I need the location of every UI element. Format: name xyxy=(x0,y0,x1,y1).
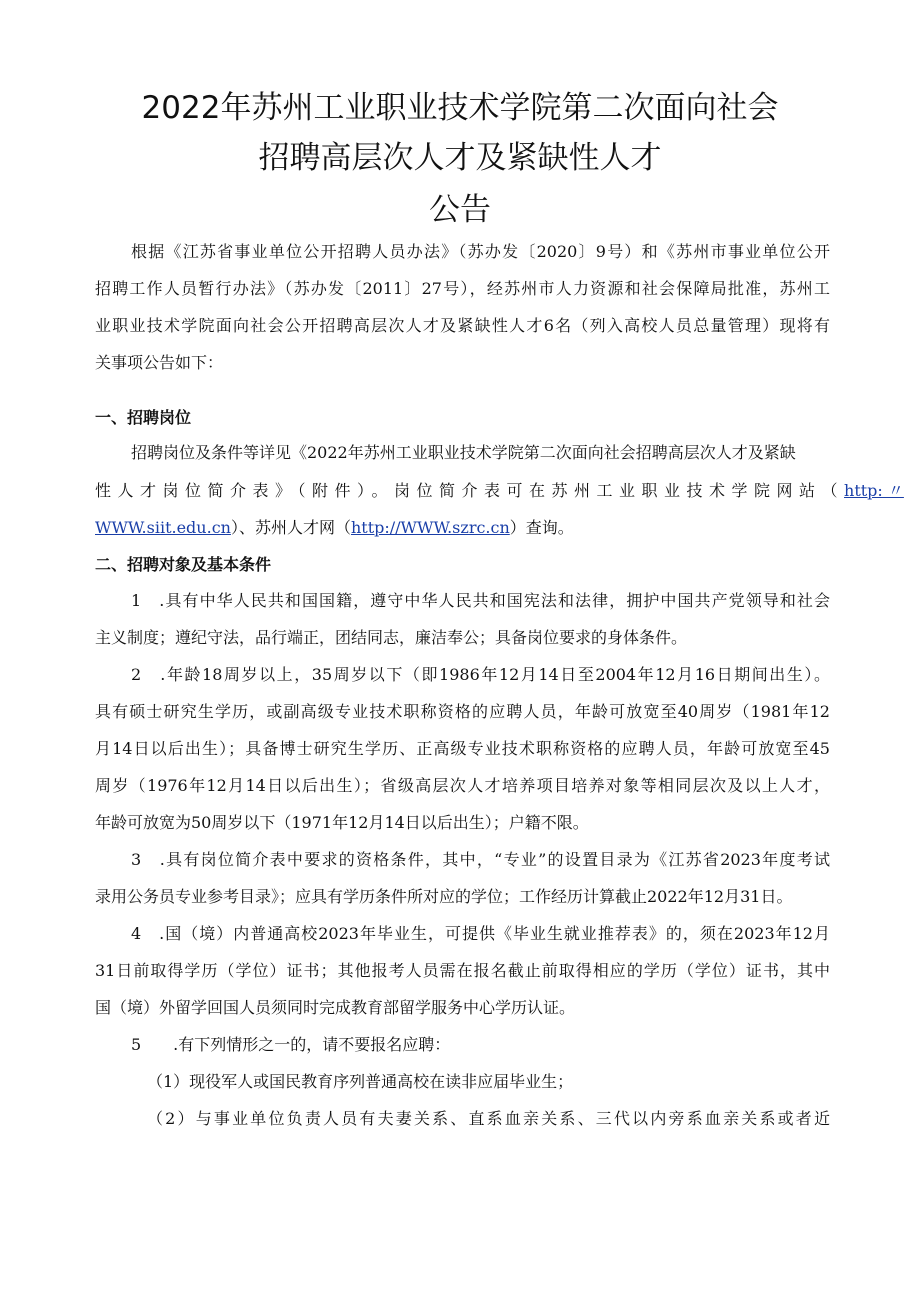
intro-line-3: 业职业技术学院面向社会公开招聘高层次人才及紧缺性人才6名（列入高校人员总量管理）现将有 xyxy=(95,316,830,335)
item-2-line-5: 年龄可放宽为50周岁以下（1971年12月14日以后出生）；户籍不限。 xyxy=(95,813,589,832)
item-4-line-2: 31日前取得学历（学位）证书；其他报考人员需在报名截止前取得相应的学历（学位）证书，其中 xyxy=(95,961,830,980)
title-line-1: 2022年苏州工业职业技术学院第二次面向社会 xyxy=(141,90,779,126)
item-5-line-1: 5 .有下列情形之一的，请不要报名应聘： xyxy=(131,1035,451,1054)
section-1-line-3-end: ）查询。 xyxy=(509,518,574,537)
siit-link-part-2[interactable]: WWW.siit.edu.cn xyxy=(95,518,231,537)
intro-line-2: 招聘工作人员暂行办法》（苏办发〔2011〕27号），经苏州市人力资源和社会保障局批准，苏州工 xyxy=(95,279,830,298)
intro-line-1: 根据《江苏省事业单位公开招聘人员办法》（苏办发〔2020〕9号）和《苏州市事业单位公开 xyxy=(131,242,830,261)
item-1-line-2: 主义制度；遵纪守法，品行端正，团结同志，廉洁奉公；具备岗位要求的身体条件。 xyxy=(95,628,688,647)
item-3-line-1: 3 .具有岗位简介表中要求的资格条件，其中，“专业”的设置目录为《江苏省2023年度考试 xyxy=(131,850,830,869)
item-5-sub-2: （2）与事业单位负责人员有夫妻关系、直系血亲关系、三代以内旁系血亲关系或者近 xyxy=(147,1109,830,1128)
section-1-heading: 一、招聘岗位 xyxy=(95,408,192,427)
intro-line-4: 关事项公告如下： xyxy=(95,353,224,372)
item-2-line-3: 月14日以后出生）；具备博士研究生学历、正高级专业技术职称资格的应聘人员，年龄可放宽至45 xyxy=(95,739,830,758)
item-2-line-2: 具有硕士研究生学历，或副高级专业技术职称资格的应聘人员，年龄可放宽至40周岁（1981年12 xyxy=(95,702,830,721)
item-2-line-4: 周岁（1976年12月14日以后出生）；省级高层次人才培养项目培养对象等相同层次及以上人才， xyxy=(95,776,830,795)
item-2-line-1: 2 .年龄18周岁以上，35周岁以下（即1986年12月14日至2004年12月16日期间出生）。 xyxy=(131,665,830,684)
item-1-line-1: 1 .具有中华人民共和国国籍，遵守中华人民共和国宪法和法律，拥护中国共产党领导和社会 xyxy=(131,591,830,610)
item-3-line-2: 录用公务员专业参考目录》；应具有学历条件所对应的学位；工作经历计算截止2022年12月31日。 xyxy=(95,887,793,906)
section-1-line-2-text: 性人才岗位简介表》（附件）。岗位简介表可在苏州工业职业技术学院网站（ xyxy=(95,481,845,500)
section-1-line-2 xyxy=(95,480,904,502)
item-4-line-3: 国（境）外留学回国人员须同时完成教育部留学服务中心学历认证。 xyxy=(95,998,576,1017)
section-2-heading: 二、招聘对象及基本条件 xyxy=(95,555,272,574)
section-1-line-3 xyxy=(95,517,830,539)
title-line-3: 公告 xyxy=(429,192,491,228)
title-line-2: 招聘高层次人才及紧缺性人才 xyxy=(258,140,662,176)
siit-link-part-1[interactable]: http: 〃 xyxy=(844,481,904,500)
item-4-line-1: 4 .国（境）内普通高校2023年毕业生，可提供《毕业生就业推荐表》的，须在2023年12月 xyxy=(131,924,830,943)
section-1-line-1: 招聘岗位及条件等详见《2022年苏州工业职业技术学院第二次面向社会招聘高层次人才及紧缺 xyxy=(131,443,796,462)
szrc-link[interactable]: http://WWW.szrc.cn xyxy=(350,518,510,537)
item-5-sub-1: （1）现役军人或国民教育序列普通高校在读非应届毕业生； xyxy=(147,1072,574,1091)
section-1-line-3-mid: ）、苏州人才网（ xyxy=(230,518,351,537)
